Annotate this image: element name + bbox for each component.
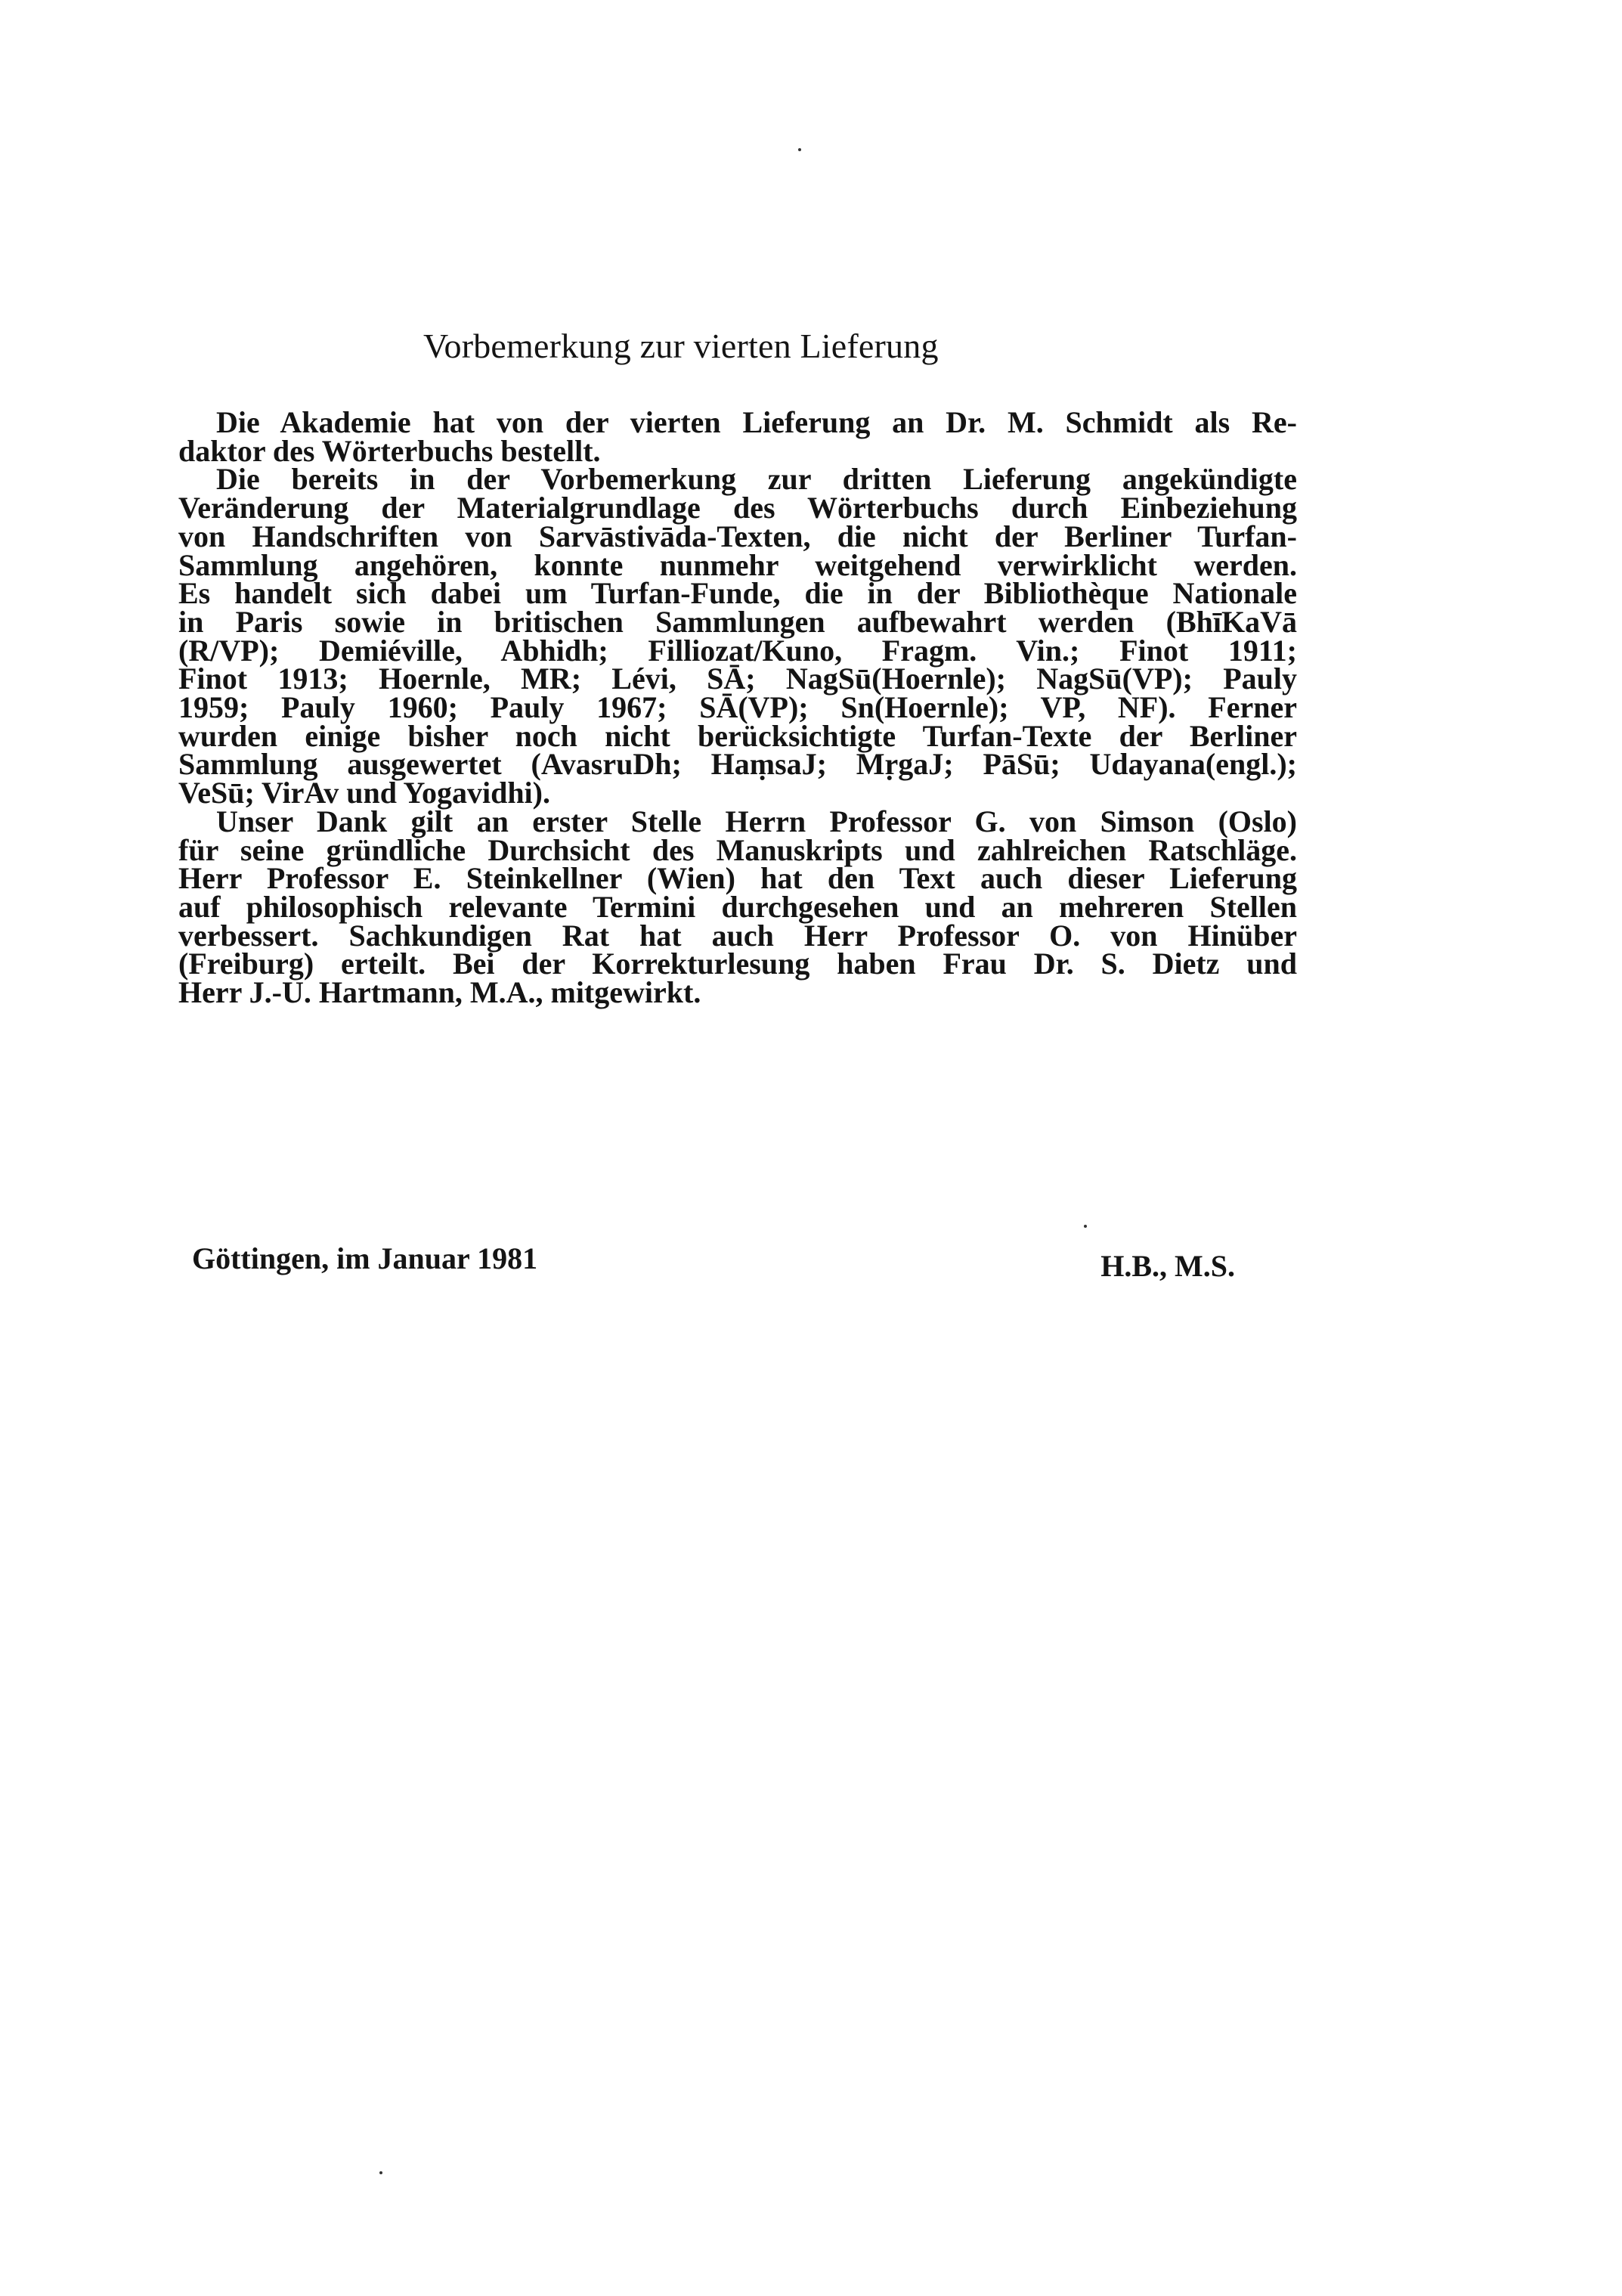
page-title: Vorbemerkung zur vierten Lieferung	[423, 327, 939, 365]
text-line: verbessert. Sachkundigen Rat hat auch Herr Professor O. von Hinüber	[178, 918, 1297, 953]
text-line: (Freiburg) erteilt. Bei der Korrekturlesung haben Frau Dr. S. Dietz und	[178, 947, 1297, 981]
text-line: daktor des Wörterbuchs bestellt.	[178, 433, 601, 468]
text-line: auf philosophisch relevante Termini durchgesehen und an mehreren Stellen	[178, 889, 1297, 924]
author-initials: H.B., M.S.	[1100, 1249, 1235, 1283]
paragraph-2	[178, 462, 1297, 810]
text-line: Veränderung der Materialgrundlage des Wörterbuchs durch Einbeziehung	[178, 491, 1297, 525]
paragraph-3	[178, 804, 1297, 1010]
scan-speck	[798, 148, 801, 151]
text-line: von Handschriften von Sarvāstivāda-Texten, die nicht der Berliner Turfan-	[178, 519, 1297, 553]
place-date: Göttingen, im Januar 1981	[192, 1241, 538, 1275]
paragraph-1	[178, 405, 1297, 468]
text-line: 1959; Pauly 1960; Pauly 1967; SĀ(VP); Sn(Hoernle); VP, NF). Ferner	[178, 690, 1297, 725]
text-line: Sammlung angehören, konnte nunmehr weitgehend verwirklicht werden.	[178, 547, 1297, 582]
body-text	[178, 405, 1297, 1010]
text-line: Es handelt sich dabei um Turfan-Funde, die in der Bibliothèque Nationale	[178, 576, 1297, 611]
text-line: (R/VP); Demiéville, Abhidh; Filliozat/Kuno, Fragm. Vin.; Finot 1911;	[178, 633, 1297, 668]
text-line: Die Akademie hat von der vierten Lieferung an Dr. M. Schmidt als Re-	[216, 405, 1297, 439]
text-line: in Paris sowie in britischen Sammlungen aufbewahrt werden (BhīKaVā	[178, 604, 1297, 639]
scan-speck	[379, 2171, 382, 2174]
text-line: Finot 1913; Hoernle, MR; Lévi, SĀ; NagSū(Hoernle); NagSū(VP); Pauly	[178, 662, 1297, 696]
text-line: VeSū; VirAv und Yogavidhi).	[178, 776, 550, 810]
text-line: wurden einige bisher noch nicht berücksichtigte Turfan-Texte der Berliner	[178, 718, 1297, 753]
text-line: Herr Professor E. Steinkellner (Wien) hat den Text auch dieser Lieferung	[178, 861, 1297, 896]
text-line: Herr J.-U. Hartmann, M.A., mitgewirkt.	[178, 975, 701, 1010]
text-line: Sammlung ausgewertet (AvasruDh; HaṃsaJ; MṛgaJ; PāSū; Udayana(engl.);	[178, 747, 1297, 782]
scan-speck	[1084, 1225, 1087, 1228]
text-line: Die bereits in der Vorbemerkung zur dritten Lieferung angekündigte	[216, 462, 1297, 497]
text-line: Unser Dank gilt an erster Stelle Herrn Professor G. von Simson (Oslo)	[216, 804, 1297, 838]
text-line: für seine gründliche Durchsicht des Manuskripts und zahlreichen Ratschläge.	[178, 832, 1297, 867]
